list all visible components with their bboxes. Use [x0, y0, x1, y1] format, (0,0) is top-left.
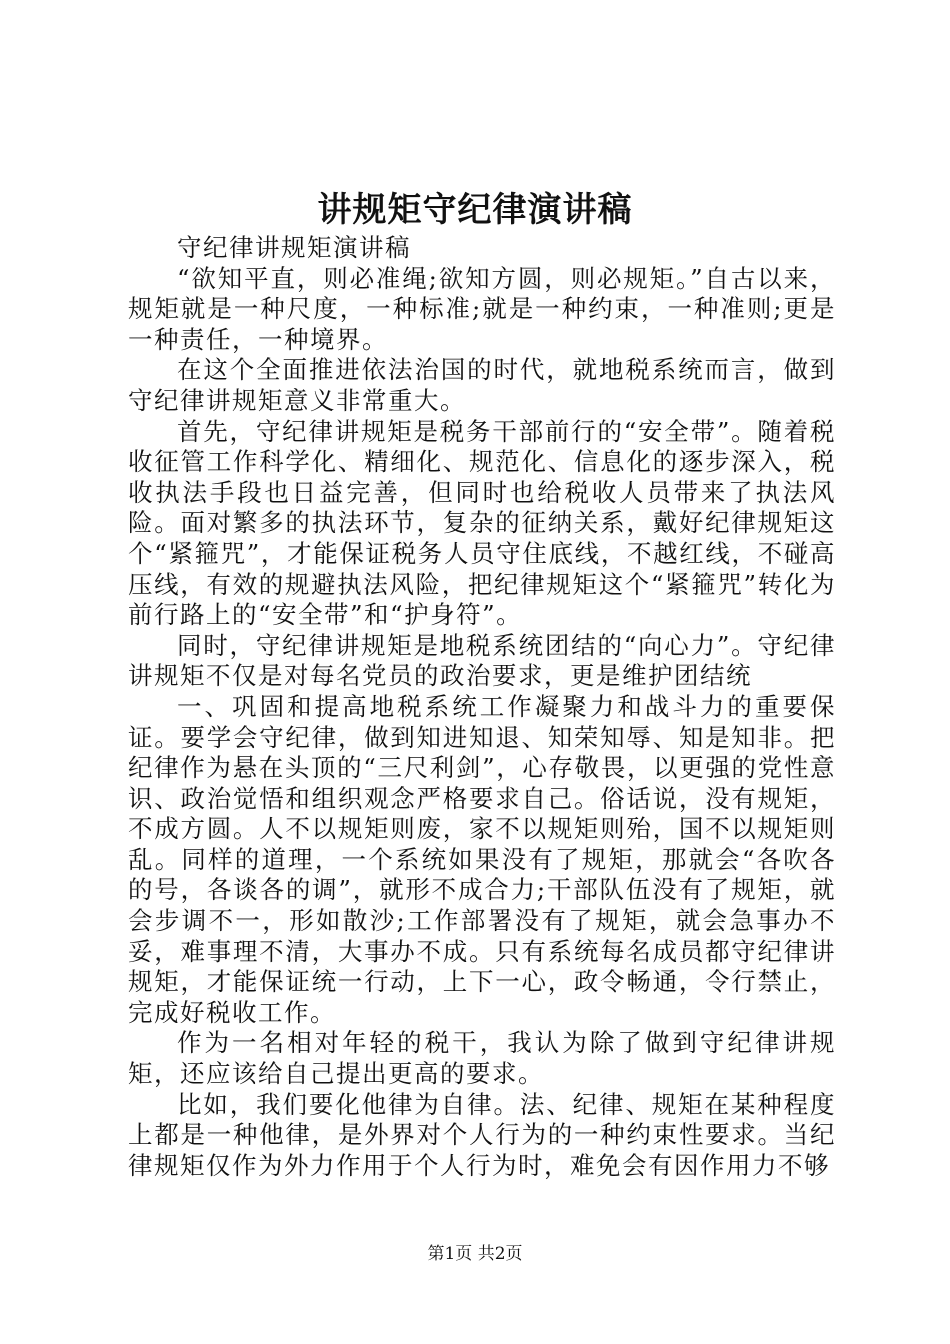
paragraph: 作为一名相对年轻的税干，我认为除了做到守纪律讲规矩，还应该给自己提出更高的要求。 [128, 1028, 836, 1089]
paragraph: 在这个全面推进依法治国的时代，就地税系统而言，做到守纪律讲规矩意义非常重大。 [128, 355, 836, 415]
paragraph: 一、巩固和提高地税系统工作凝聚力和战斗力的重要保证。要学会守纪律，做到知进知退、知荣知辱、知是知非。把纪律作为悬在头顶的“三尺利剑”，心存敬畏，以更强的党性意识、政治觉悟和组织观念严格要求自己。俗话说，没有规矩，不成方圆。人不以规矩则废，家不以规矩则殆，国不以规矩则乱。同样的道理，一个系统如果没有了规矩，那就会“各吹各的号，各谈各的调”，就形不成合力;干部队伍没有了规矩，就会步调不一，形如散沙;工作部署没有了规矩，就会急事办不妥，难事理不清，大事办不成。只有系统每名成员都守纪律讲规矩，才能保证统一行动，上下一心，政令畅通，令行禁止，完成好税收工作。 [128, 691, 836, 1027]
page-number-footer: 第1页 共2页 [427, 1244, 523, 1264]
paragraph: 比如，我们要化他律为自律。法、纪律、规矩在某种程度上都是一种他律，是外界对个人行为的一种约束性要求。当纪律规矩仅作为外力作用于个人行为时，难免会有因作用力不够 [128, 1089, 836, 1180]
paragraph: 首先，守纪律讲规矩是税务干部前行的“安全带”。随着税收征管工作科学化、精细化、规范化、信息化的逐步深入，税收执法手段也日益完善，但同时也给税收人员带来了执法风险。面对繁多的执法环节，复杂的征纳关系，戴好纪律规矩这个“紧箍咒”，才能保证税务人员守住底线，不越红线，不碰高压线，有效的规避执法风险，把纪律规矩这个“紧箍咒”转化为前行路上的“安全带”和“护身符”。 [128, 416, 836, 630]
document-title: 讲规矩守纪律演讲稿 [317, 190, 633, 230]
paragraph: “欲知平直，则必准绳;欲知方圆，则必规矩。”自古以来，规矩就是一种尺度，一种标准;就是一种约束，一种准则;更是一种责任，一种境界。 [128, 263, 836, 354]
paragraph: 同时，守纪律讲规矩是地税系统团结的“向心力”。守纪律讲规矩不仅是对每名党员的政治要求，更是维护团结统 [128, 630, 836, 691]
paragraph: 守纪律讲规矩演讲稿 [177, 233, 411, 262]
document-body [128, 233, 836, 1181]
